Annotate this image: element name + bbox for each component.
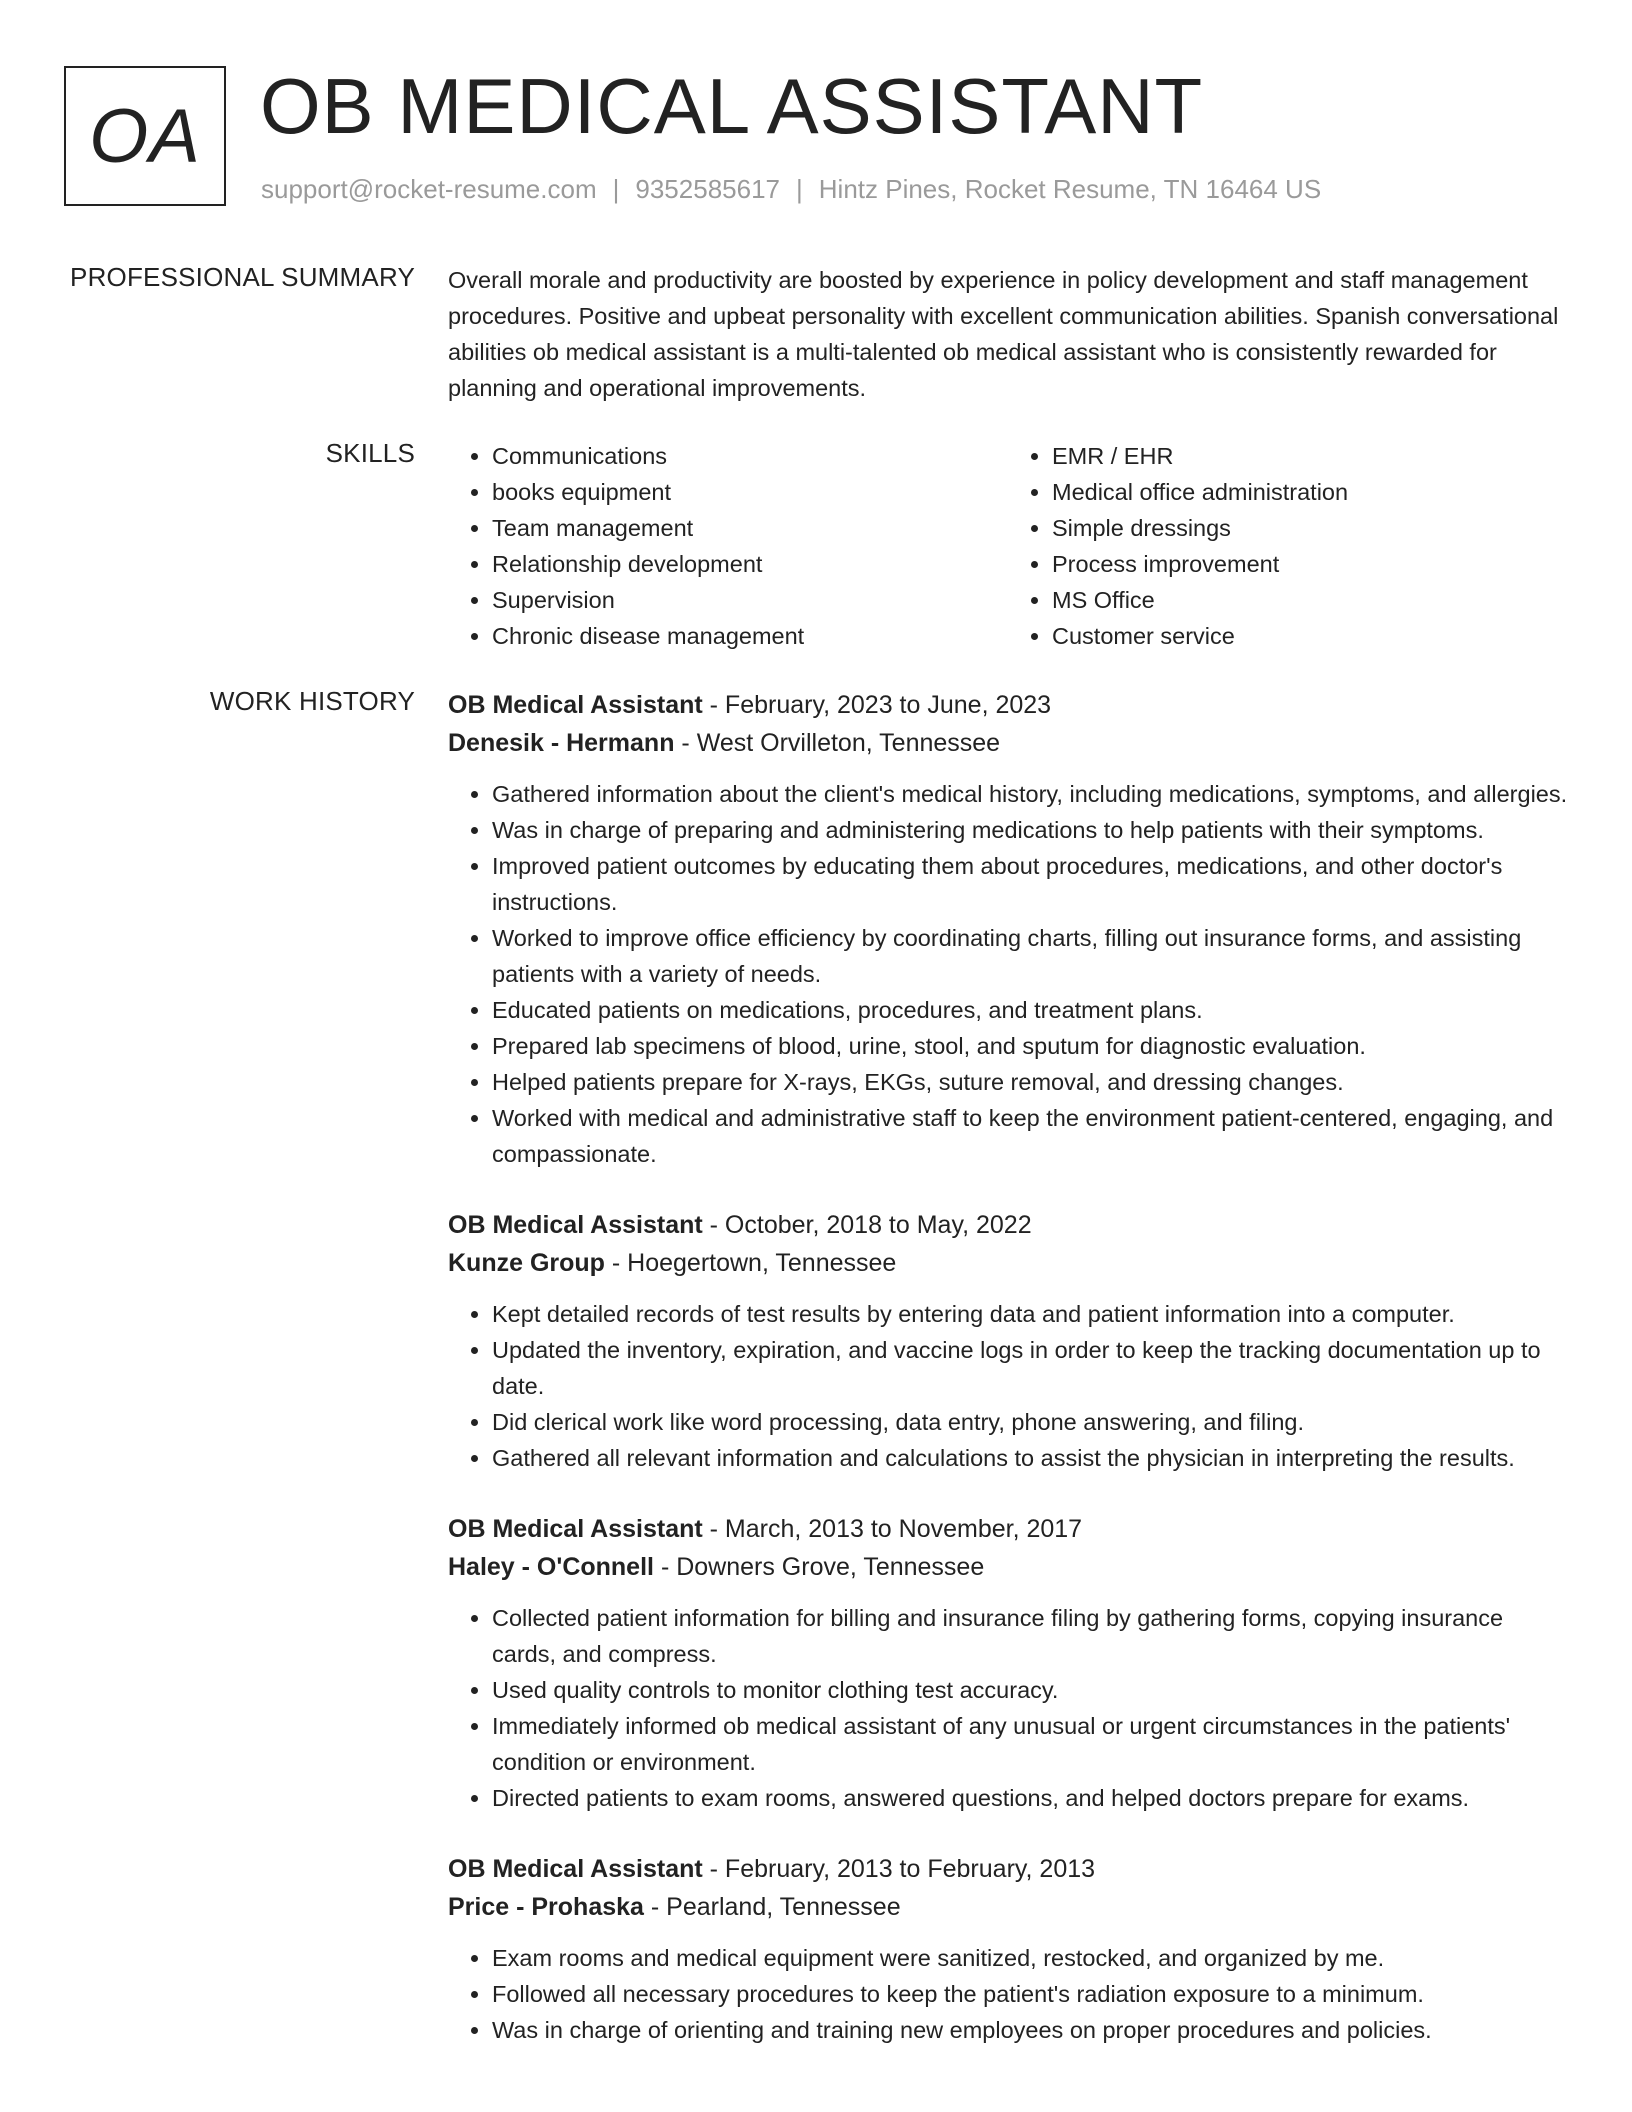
job-title: OB Medical Assistant	[448, 1855, 703, 1883]
job-title: OB Medical Assistant	[448, 1515, 703, 1543]
skill-item: • Communications	[492, 438, 1008, 474]
job-location: - Hoegertown, Tennessee	[611, 1249, 897, 1277]
work-body	[448, 686, 1568, 2082]
job-dates: - October, 2018 to May, 2022	[709, 1211, 1032, 1239]
job-entry	[448, 1206, 1568, 1476]
job-location: - Downers Grove, Tennessee	[660, 1553, 985, 1581]
job-bullet: • Immediately informed ob medical assistant of any unusual or urgent circumstances in the patients' condition or environment.	[492, 1708, 1568, 1780]
skill-item: • Supervision	[492, 582, 1008, 618]
job-company-line	[448, 724, 1568, 762]
skill-item: • MS Office	[1052, 582, 1568, 618]
job-entry	[448, 1850, 1568, 2048]
job-bullet: • Helped patients prepare for X-rays, EKGs, suture removal, and dressing changes.	[492, 1064, 1568, 1100]
skills-columns	[448, 438, 1568, 654]
job-bullet: • Followed all necessary procedures to keep the patient's radiation exposure to a minimum.	[492, 1976, 1568, 2012]
job-bullet-list	[448, 1940, 1568, 2048]
job-title-line	[448, 686, 1568, 724]
job-bullet-list	[448, 776, 1568, 1172]
skills-list-left	[448, 438, 1008, 654]
work-label: WORK HISTORY	[209, 686, 415, 716]
resume-header	[64, 62, 1564, 210]
job-title: OB Medical Assistant	[448, 691, 703, 719]
job-title-line	[448, 1850, 1568, 1888]
monogram-logo: OA	[64, 66, 226, 206]
job-dates: - February, 2013 to February, 2013	[709, 1855, 1096, 1883]
job-company: Haley - O'Connell	[448, 1553, 654, 1581]
job-location: - West Orvilleton, Tennessee	[681, 729, 1001, 757]
job-company-line	[448, 1244, 1568, 1282]
summary-label: PROFESSIONAL SUMMARY	[70, 262, 415, 292]
job-title-line	[448, 1206, 1568, 1244]
job-bullet: • Worked with medical and administrative staff to keep the environment patient-centered, engaging, and compassionate.	[492, 1100, 1568, 1172]
skill-item: • Medical office administration	[1052, 474, 1568, 510]
summary-body	[448, 262, 1568, 406]
skill-item: • Relationship development	[492, 546, 1008, 582]
job-bullet-list	[448, 1296, 1568, 1476]
job-bullet: • Used quality controls to monitor clothing test accuracy.	[492, 1672, 1568, 1708]
skill-item: • books equipment	[492, 474, 1008, 510]
job-bullet: • Collected patient information for billing and insurance filing by gathering forms, copying insurance cards, and compress.	[492, 1600, 1568, 1672]
job-bullet: • Gathered all relevant information and calculations to assist the physician in interpreting the results.	[492, 1440, 1568, 1476]
job-location: - Pearland, Tennessee	[650, 1893, 901, 1921]
contact-separator: |	[796, 174, 803, 204]
contact-email: support@rocket-resume.com	[261, 174, 597, 204]
candidate-name: OB MEDICAL ASSISTANT	[260, 62, 1204, 150]
job-bullet: • Gathered information about the client's medical history, including medications, symptoms, and allergies.	[492, 776, 1568, 812]
job-bullet: • Did clerical work like word processing, data entry, phone answering, and filing.	[492, 1404, 1568, 1440]
job-company-line	[448, 1888, 1568, 1926]
skill-item: • Customer service	[1052, 618, 1568, 654]
contact-separator: |	[612, 174, 620, 204]
job-title: OB Medical Assistant	[448, 1211, 703, 1239]
job-dates: - March, 2013 to November, 2017	[709, 1515, 1083, 1543]
job-company-line	[448, 1548, 1568, 1586]
job-bullet: • Kept detailed records of test results by entering data and patient information into a computer.	[492, 1296, 1568, 1332]
job-bullet: • Worked to improve office efficiency by coordinating charts, filling out insurance forms, and assisting patients with a variety of needs.	[492, 920, 1568, 992]
contact-line	[261, 174, 1321, 205]
job-company: Price - Prohaska	[448, 1893, 644, 1921]
job-bullet: • Improved patient outcomes by educating them about procedures, medications, and other doctor's instructions.	[492, 848, 1568, 920]
job-bullet: • Updated the inventory, expiration, and vaccine logs in order to keep the tracking documentation up to date.	[492, 1332, 1568, 1404]
job-bullet: • Prepared lab specimens of blood, urine, stool, and sputum for diagnostic evaluation.	[492, 1028, 1568, 1064]
skill-item: • Simple dressings	[1052, 510, 1568, 546]
job-bullet: • Educated patients on medications, procedures, and treatment plans.	[492, 992, 1568, 1028]
job-dates: - February, 2023 to June, 2023	[709, 691, 1052, 719]
skill-item: • Chronic disease management	[492, 618, 1008, 654]
skills-list-right	[1008, 438, 1568, 654]
job-bullet: • Was in charge of orienting and training new employees on proper procedures and policies.	[492, 2012, 1568, 2048]
skills-label: SKILLS	[325, 438, 415, 468]
job-company: Denesik - Hermann	[448, 729, 675, 757]
skill-item: • Team management	[492, 510, 1008, 546]
job-bullet: • Was in charge of preparing and administering medications to help patients with their symptoms.	[492, 812, 1568, 848]
job-bullet: • Directed patients to exam rooms, answered questions, and helped doctors prepare for exams.	[492, 1780, 1568, 1816]
job-entry	[448, 686, 1568, 1172]
skill-item: • Process improvement	[1052, 546, 1568, 582]
job-title-line	[448, 1510, 1568, 1548]
contact-phone: 9352585617	[635, 174, 780, 204]
job-bullet: • Exam rooms and medical equipment were sanitized, restocked, and organized by me.	[492, 1940, 1568, 1976]
summary-text: Overall morale and productivity are boosted by experience in policy development and staff management procedures. Positive and upbeat personality with excellent communication abilities. Spanish conversational abilities ob medical assistant is a multi-talented ob medical assistant who is consistently rewarded for planning and operational improvements.	[448, 267, 1559, 401]
skills-body	[448, 438, 1568, 654]
job-bullet-list	[448, 1600, 1568, 1816]
job-entry	[448, 1510, 1568, 1816]
job-company: Kunze Group	[448, 1249, 605, 1277]
contact-address: Hintz Pines, Rocket Resume, TN 16464 US	[818, 174, 1322, 204]
skill-item: • EMR / EHR	[1052, 438, 1568, 474]
